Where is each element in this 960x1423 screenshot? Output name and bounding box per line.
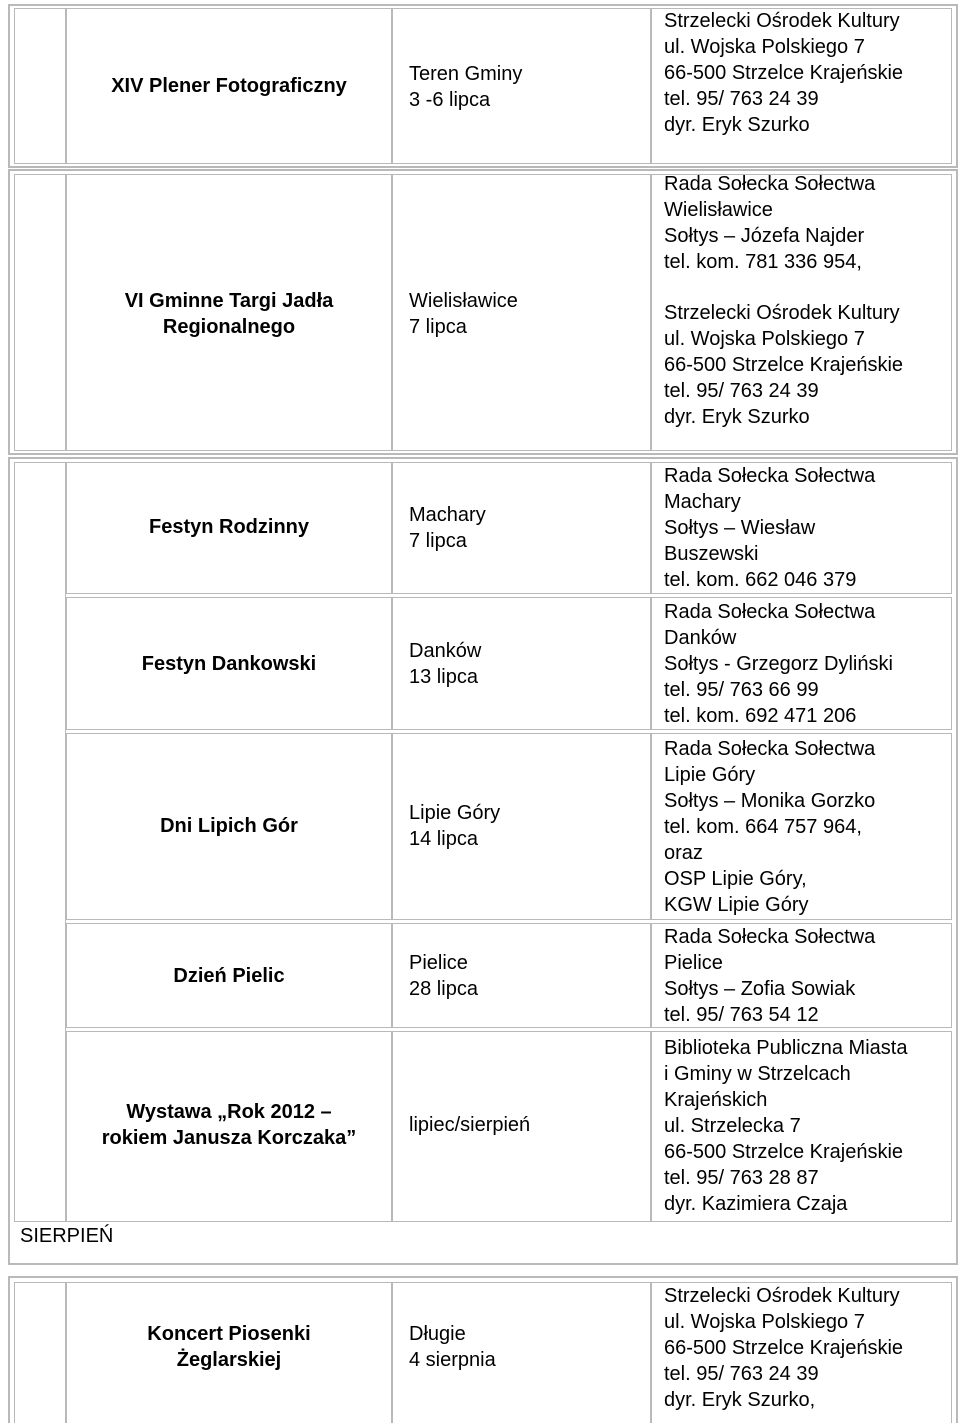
event-place-date: lipiec/sierpień — [409, 1114, 531, 1136]
event-contact: Rada Sołecka Sołectwa Wielisławice Sołtys – Józefa Najder tel. kom. 781 336 954, — [664, 173, 876, 273]
event-contact: Rada Sołecka Sołectwa Pielice Sołtys – Zofia Sowiak tel. 95/ 763 54 12 — [664, 926, 876, 1026]
event-place-date: Teren Gminy 3 -6 lipca — [409, 63, 523, 111]
index-cell — [14, 8, 66, 164]
event-contact: Rada Sołecka Sołectwa Lipie Góry Sołtys – Monika Gorzko tel. kom. 664 757 964, oraz OSP Lipie Góry, KGW Lipie Góry — [664, 738, 876, 916]
index-cell — [14, 462, 66, 1222]
event-name: Dni Lipich Gór — [160, 815, 298, 837]
event-name: XIV Plener Fotograficzny — [111, 75, 347, 97]
event-contact: Biblioteka Publiczna Miasta i Gminy w Strzelcach Krajeńskich ul. Strzelecka 7 66-500 Strzelce Krajeńskie tel. 95/ 763 28 87 dyr. Kazimiera Czaja — [664, 1037, 908, 1215]
event-name: Koncert Piosenki Żeglarskiej — [147, 1323, 311, 1371]
event-contact: Strzelecki Ośrodek Kultury ul. Wojska Polskiego 7 66-500 Strzelce Krajeńskie tel. 95/ 763 24 39 dyr. Eryk Szurko, — [664, 1285, 904, 1411]
event-contact: Rada Sołecka Sołectwa Danków Sołtys - Grzegorz Dyliński tel. 95/ 763 66 99 tel. kom. 692 471 206 — [664, 601, 893, 727]
event-place-date: Lipie Góry 14 lipca — [409, 802, 501, 850]
event-name: Wystawa „Rok 2012 – rokiem Janusza Korczaka” — [101, 1101, 357, 1149]
event-contact: Rada Sołecka Sołectwa Machary Sołtys – Wiesław Buszewski tel. kom. 662 046 379 — [664, 465, 876, 591]
event-place-date: Pielice 28 lipca — [409, 952, 478, 1000]
event-place-date: Wielisławice 7 lipca — [409, 290, 518, 338]
event-place-date: Długie 4 sierpnia — [409, 1323, 496, 1371]
event-contact-secondary: Strzelecki Ośrodek Kultury ul. Wojska Polskiego 7 66-500 Strzelce Krajeńskie tel. 95/ 763 24 39 dyr. Eryk Szurko — [664, 302, 904, 428]
index-cell — [14, 174, 66, 451]
event-name: Dzień Pielic — [173, 965, 285, 987]
month-label: SIERPIEŃ — [20, 1225, 114, 1247]
event-contact: Strzelecki Ośrodek Kultury ul. Wojska Polskiego 7 66-500 Strzelce Krajeńskie tel. 95/ 763 24 39 dyr. Eryk Szurko — [664, 10, 904, 136]
event-name: Festyn Dankowski — [141, 653, 317, 675]
event-place-date: Danków 13 lipca — [409, 640, 482, 688]
event-name: VI Gminne Targi Jadła Regionalnego — [124, 290, 334, 338]
event-name: Festyn Rodzinny — [148, 516, 309, 538]
event-place-date: Machary 7 lipca — [409, 504, 486, 552]
index-cell — [14, 1282, 66, 1423]
